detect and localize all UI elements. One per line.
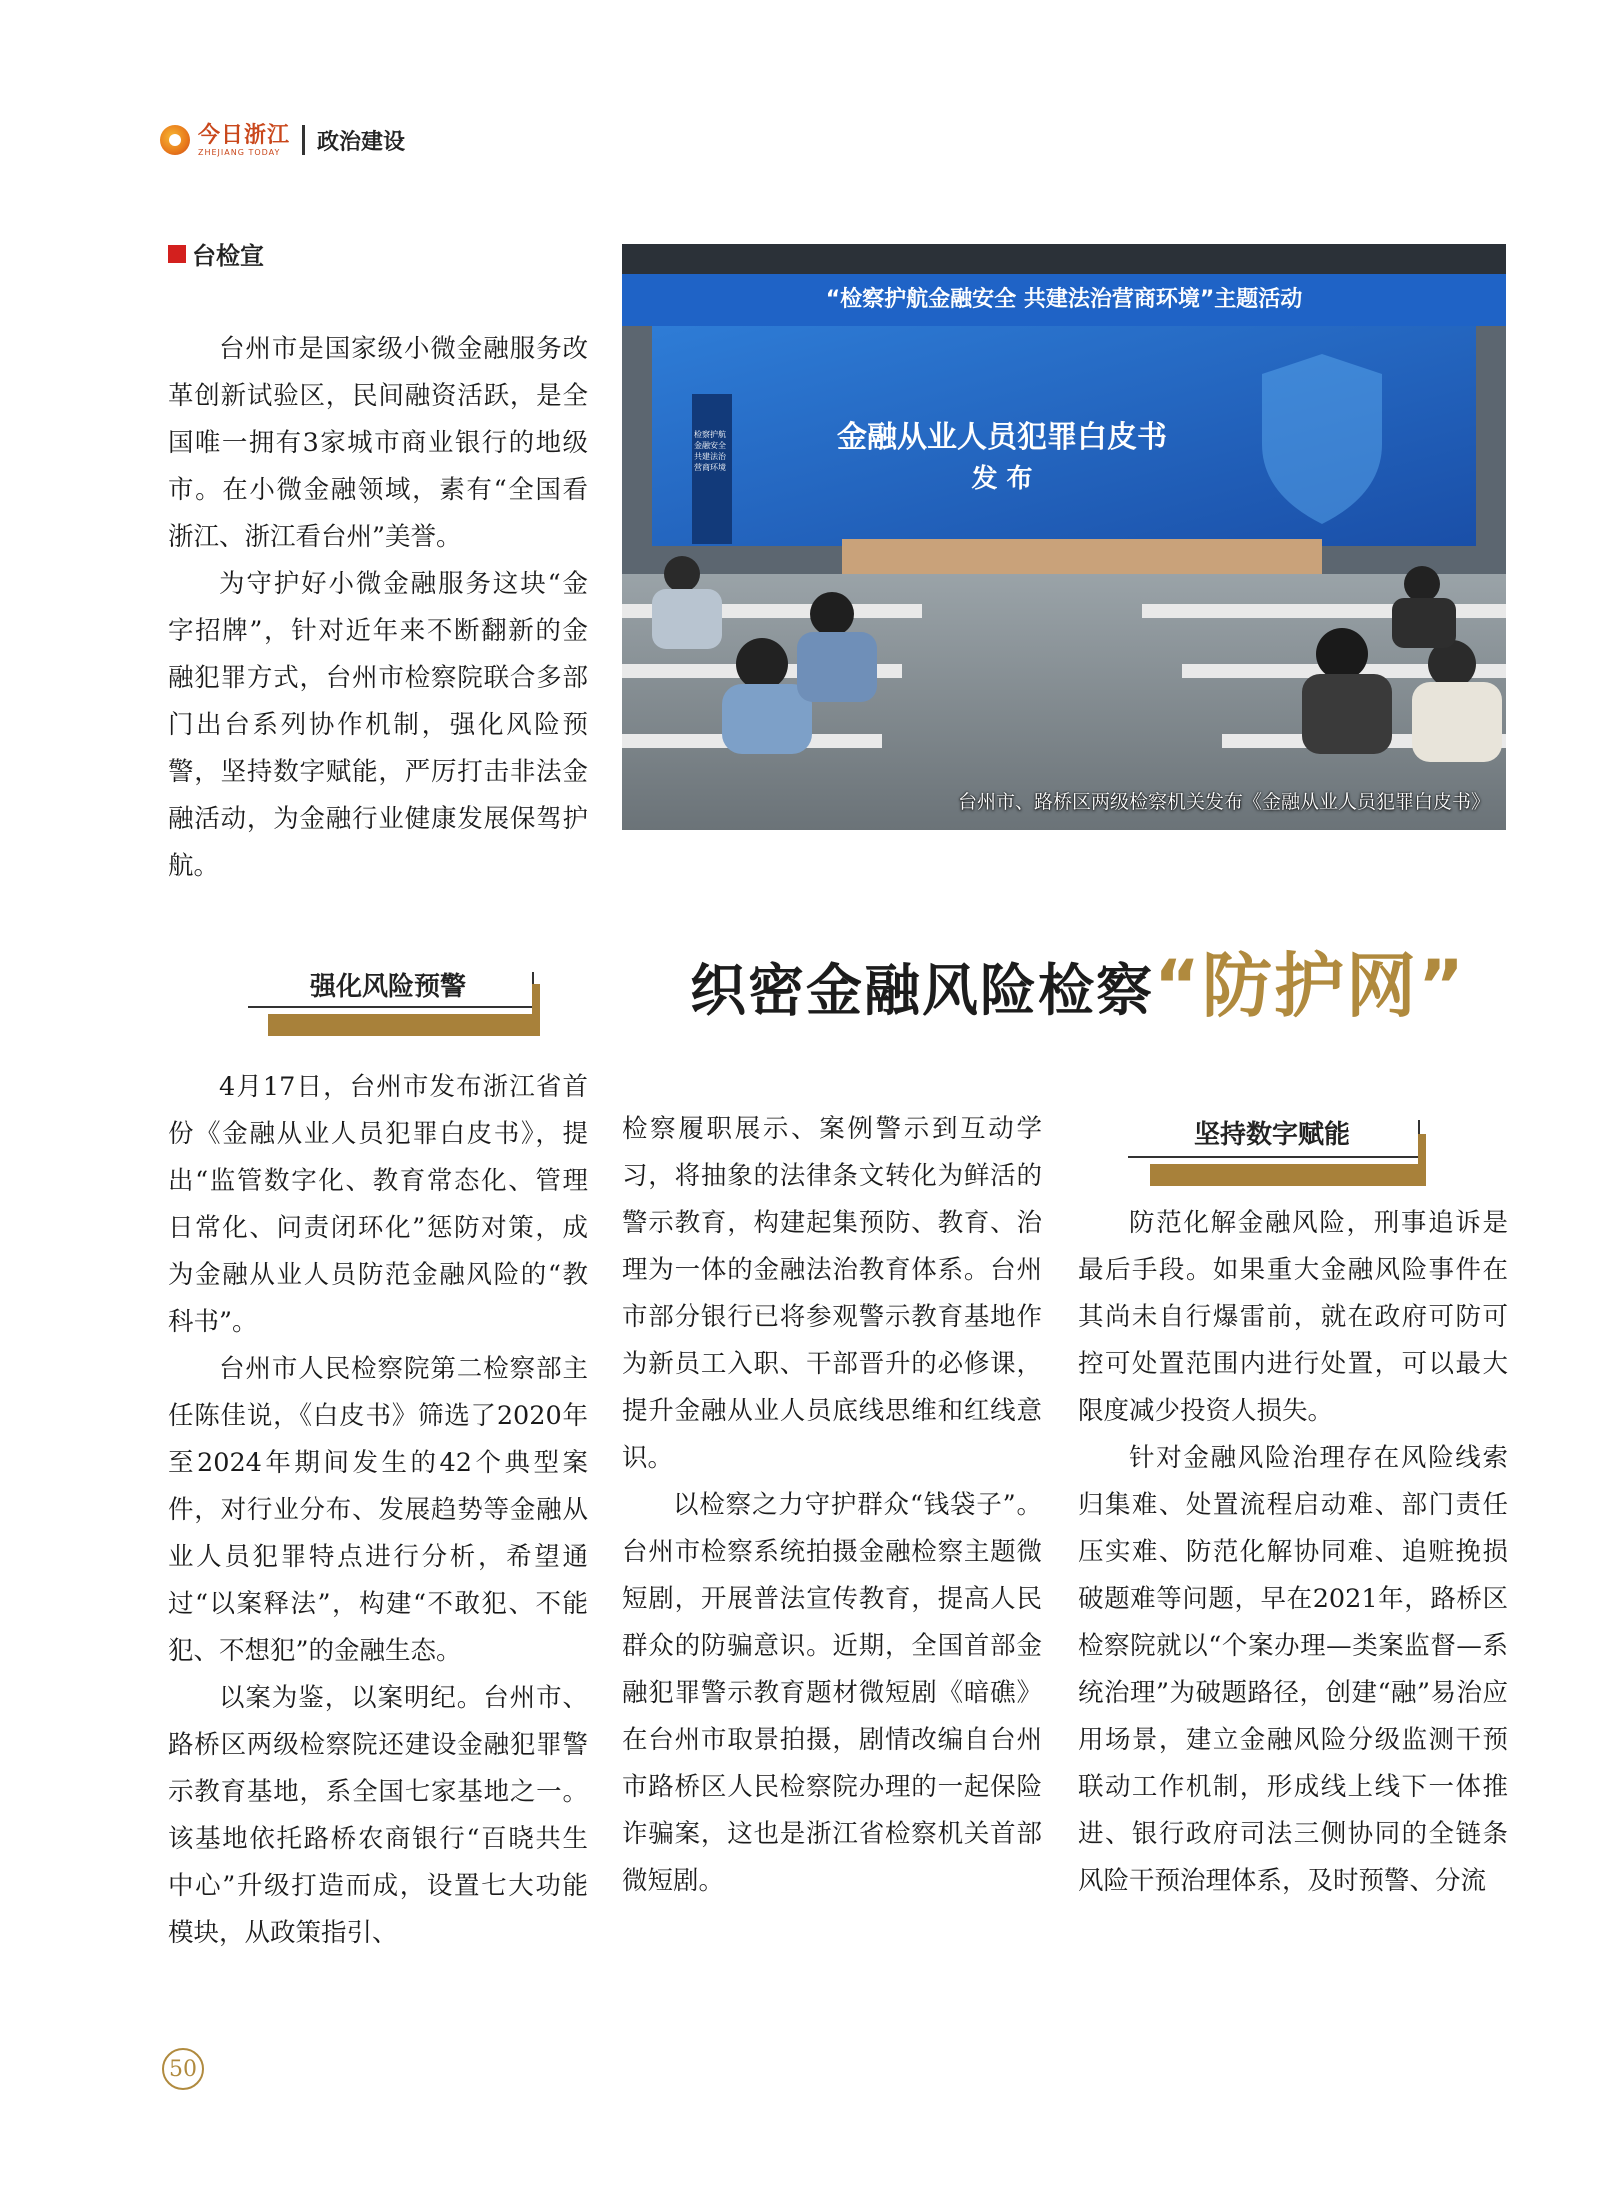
column-3 bbox=[1078, 1200, 1508, 1905]
screen-title: 金融从业人员犯罪白皮书 bbox=[837, 420, 1167, 455]
section-label: 政治建设 bbox=[317, 129, 406, 155]
article-headline bbox=[690, 930, 1466, 1031]
page-number: 50 bbox=[162, 2048, 204, 2090]
header-divider bbox=[302, 125, 305, 155]
body-paragraph: 针对金融风险治理存在风险线索归集难、处置流程启动难、部门责任压实难、防范化解协同难、追赃挽损破题难等问题，早在2021年，路桥区检察院就以“个案办理—类案监督—系统治理”为破题路径，创建“融”易治应用场景，建立金融风险分级监测干预联动工作机制，形成线上线下一体推进、银行政府司法三侧协同的全链条风险干预治理体系，及时预警、分流 bbox=[1078, 1443, 1508, 1896]
section-heading-digital: 坚持数字赋能 bbox=[1193, 1120, 1350, 1150]
column-1 bbox=[168, 1064, 588, 1957]
screen-subtitle: 发 布 bbox=[971, 464, 1033, 494]
podium-text: 检察护航金融安全 共建法治营商环境 bbox=[694, 430, 726, 472]
event-photo bbox=[622, 244, 1506, 830]
logo-subtitle: ZHEJIANG TODAY bbox=[198, 147, 281, 157]
subhead-rule bbox=[1128, 1156, 1420, 1158]
red-square-icon bbox=[168, 245, 186, 263]
banner-text: “检察护航金融安全 共建法治营商环境”主题活动 bbox=[825, 287, 1303, 312]
page-header bbox=[160, 118, 405, 162]
headline-accent: “防护网” bbox=[1154, 945, 1467, 1027]
intro-column bbox=[168, 326, 588, 890]
intro-paragraph: 台州市是国家级小微金融服务改革创新试验区，民间融资活跃，是全国唯一拥有3家城市商业银行的地级市。在小微金融领域，素有“全国看浙江、浙江看台州”美誉。 bbox=[168, 334, 588, 552]
section-heading-risk-warning: 强化风险预警 bbox=[309, 972, 466, 1002]
byline bbox=[168, 236, 264, 271]
event-photo-illustration bbox=[622, 244, 1506, 830]
body-paragraph: 4月17日，台州市发布浙江省首份《金融从业人员犯罪白皮书》，提出“监管数字化、教育常态化、管理日常化、问责闭环化”惩防对策，成为金融从业人员防范金融风险的“教科书”。 bbox=[168, 1072, 588, 1337]
body-paragraph: 防范化解金融风险，刑事追诉是最后手段。如果重大金融风险事件在其尚未自行爆雷前，就在政府可防可控可处置范围内进行处置，可以最大限度减少投资人损失。 bbox=[1078, 1208, 1508, 1426]
subhead-accent-bar bbox=[1150, 1164, 1426, 1186]
subhead-rule bbox=[248, 1006, 534, 1008]
logo-sun-icon bbox=[160, 125, 190, 155]
intro-paragraph: 为守护好小微金融服务这块“金字招牌”，针对近年来不断翻新的金融犯罪方式，台州市检察院联合多部门出台系列协作机制，强化风险预警，坚持数字赋能，严厉打击非法金融活动，为金融行业健康发展保驾护航。 bbox=[168, 569, 588, 881]
subhead-accent-bar bbox=[1418, 1134, 1426, 1186]
subhead-accent-bar bbox=[268, 1014, 536, 1036]
column-2 bbox=[622, 1106, 1042, 1905]
body-paragraph: 台州市人民检察院第二检察部主任陈佳说，《白皮书》筛选了2020年至2024年期间发生的42个典型案件，对行业分布、发展趋势等金融从业人员犯罪特点进行分析，希望通过“以案释法”，构建“不敢犯、不能犯、不想犯”的金融生态。 bbox=[168, 1354, 588, 1666]
body-paragraph: 检察履职展示、案例警示到互动学习，将抽象的法律条文转化为鲜活的警示教育，构建起集预防、教育、治理为一体的金融法治教育体系。台州市部分银行已将参观警示教育基地作为新员工入职、干部晋升的必修课，提升金融从业人员底线思维和红线意识。 bbox=[622, 1114, 1042, 1473]
byline-text: 台检宣 bbox=[192, 242, 264, 270]
headline-main: 织密金融风险检察 bbox=[690, 959, 1154, 1024]
body-paragraph: 以案为鉴，以案明纪。台州市、路桥区两级检察院还建设金融犯罪警示教育基地，系全国七家基地之一。该基地依托路桥农商银行“百晓共生中心”升级打造而成，设置七大功能模块，从政策指引、 bbox=[168, 1683, 588, 1948]
body-paragraph: 以检察之力守护群众“钱袋子”。台州市检察系统拍摄金融检察主题微短剧，开展普法宣传教育，提高人民群众的防骗意识。近期，全国首部金融犯罪警示教育题材微短剧《暗礁》在台州市取景拍摄，剧情改编自台州市路桥区人民检察院办理的一起保险诈骗案，这也是浙江省检察机关首部微短剧。 bbox=[622, 1490, 1042, 1896]
photo-caption: 台州市、路桥区两级检察机关发布《金融从业人员犯罪白皮书》 bbox=[957, 791, 1490, 813]
publication-logo bbox=[160, 121, 291, 157]
logo-title: 今日浙江 bbox=[198, 121, 291, 148]
subhead-accent-bar bbox=[532, 984, 540, 1036]
